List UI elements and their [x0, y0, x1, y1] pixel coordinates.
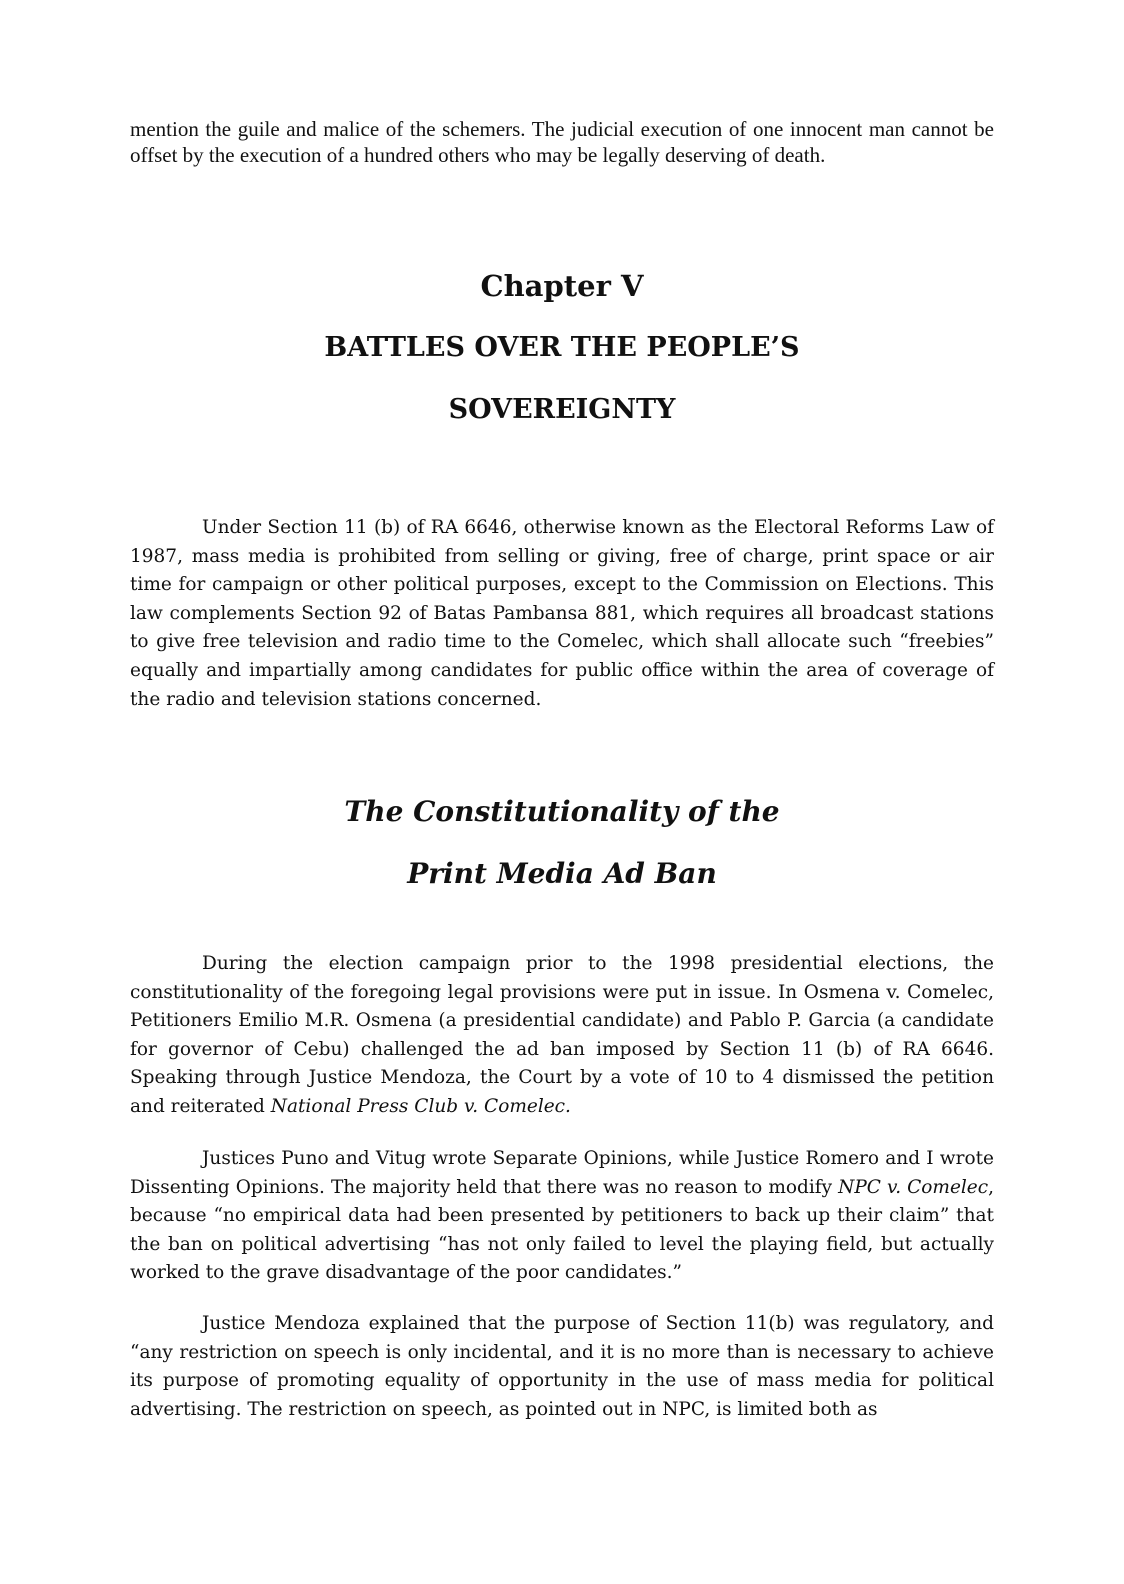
- chapter-title-line-2: SOVEREIGNTY: [448, 394, 676, 425]
- npc-case-name: NPC v. Comelec: [838, 1176, 989, 1198]
- opinions-paragraph-end: , because “no empirical data had been presented by petitioners to back up their claim” that the ban on political advertising “has not only failed to level the playing field, but actually worked to the grave disadvantage of the poor candidates.”: [130, 1176, 995, 1284]
- opinions-paragraph-start: Justices Puno and Vitug wrote Separate Opinions, while Justice Romero and I wrote Dissenting Opinions. The majority held that there was no reason to modify: [130, 1148, 994, 1198]
- osmena-paragraph-text: During the election campaign prior to the 1998 presidential elections, the constitutionality of the foregoing legal provisions were put in issue. In Osmena v. Comelec, Petitioners Emilio M.R. Osmena (a presidential candidate) and Pablo P. Garcia (a candidate for governor of Cebu) challenged the ad ban imposed by Section 11 (b) of RA 6646. Speaking through Justice Mendoza, the Court by a vote of 10 to 4 dismissed the petition and reiterated: [130, 953, 994, 1117]
- section-title-line-1: The Constitutionality of the: [344, 795, 780, 828]
- chapter-title-line-1: BATTLES OVER THE PEOPLE’S: [324, 332, 800, 363]
- intro-paragraph: Under Section 11 (b) of RA 6646, otherwise known as the Electoral Reforms Law of 1987, mass media is prohibited from selling or giving, free of charge, print space or air time for campaign or other political purposes, except to the Commission on Elections. This law complements Section 92 of Batas Pambansa 881, which requires all broadcast stations to give free television and radio time to the Comelec, which shall allocate such “freebies” equally and impartially among candidates for public office within the area of coverage of the radio and television stations concerned.: [130, 517, 994, 710]
- document-page: [130, 0, 994, 1584]
- continuation-paragraph: mention the guile and malice of the schemers. The judicial execution of one innocent man cannot be offset by the execution of a hundred others who may be legally deserving of death.: [130, 117, 994, 167]
- section-title-line-2: Print Media Ad Ban: [407, 857, 717, 890]
- osmena-paragraph: [130, 950, 994, 1122]
- mendoza-paragraph: Justice Mendoza explained that the purpose of Section 11(b) was regulatory, and “any restriction on speech is only incidental, and it is no more than is necessary to achieve its purpose of promoting equality of opportunity in the use of mass media for political advertising. The restriction on speech, as pointed out in NPC, is limited both as: [130, 1313, 994, 1420]
- opinions-paragraph: [130, 1145, 994, 1288]
- chapter-label: Chapter V: [480, 269, 644, 303]
- national-press-club-case-name: National Press Club v. Comelec.: [270, 1095, 571, 1117]
